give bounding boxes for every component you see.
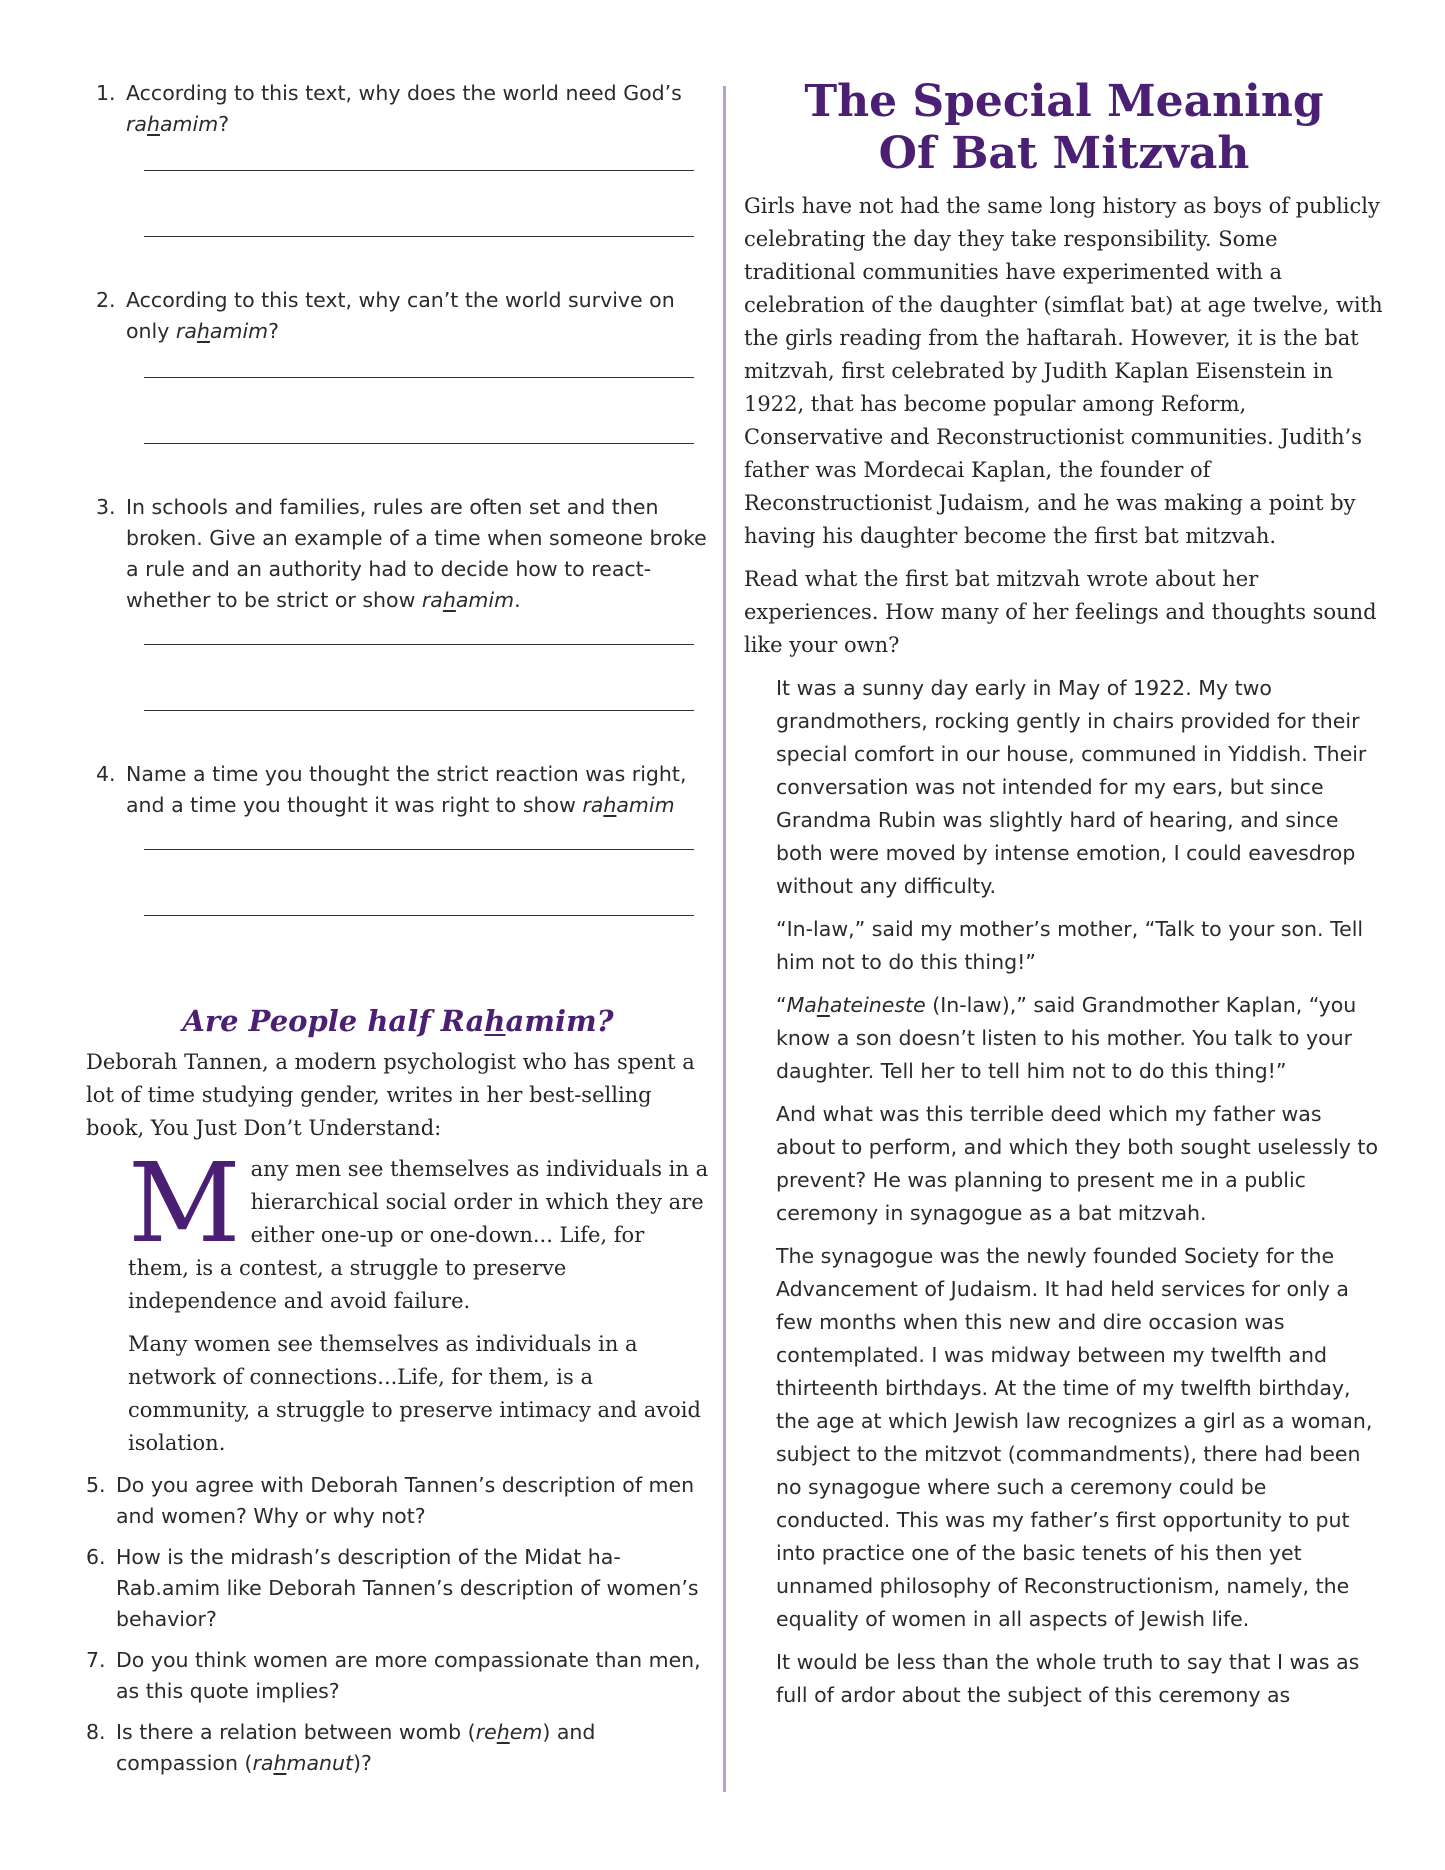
hebrew-term: rahamim	[175, 319, 269, 343]
answer-line[interactable]	[144, 377, 694, 378]
hebrew-term: Mahateineste	[786, 993, 926, 1017]
answer-line[interactable]	[144, 710, 694, 711]
question-number: 8.	[86, 1720, 106, 1744]
memoir-quote	[776, 672, 1384, 1712]
column-divider	[723, 86, 726, 1792]
memoir-paragraph-5: The synagogue was the newly founded Society for the Advancement of Judaism. It had held services for only a few months when this new and dire occasion was contemplated. I was midway between my twelfth and thirteenth birthdays. At the time of my twelfth birthday, the age at which Jewish law recognizes a girl as a woman, subject to the mitzvot (commandments), there had been no synagogue where such a ceremony could be conducted. This was my father’s first opportunity to put into practice one of the basic tenets of his then yet unnamed philosophy of Reconstructionism, namely, the equality of women in all aspects of Jewish life.	[776, 1244, 1373, 1631]
answer-line[interactable]	[144, 644, 694, 645]
question-1	[86, 78, 710, 140]
memoir-paragraph-3: “Mahateineste (In-law),” said Grandmother Kaplan, “you know a son doesn’t listen to his mother. You talk to your daughter. Tell her to tell him not to do this thing!”	[776, 993, 1357, 1083]
drop-cap: M	[128, 1139, 241, 1267]
hebrew-term: rahmanut	[252, 1751, 354, 1775]
question-5	[86, 1470, 710, 1532]
answer-line[interactable]	[144, 915, 694, 916]
section-title: Are People half Rahamim?	[182, 1004, 614, 1038]
hebrew-term: rahamim	[421, 588, 515, 612]
prompt-paragraph: Read what the first bat mitzvah wrote about her experiences. How many of her feelings and thoughts sound like your own?	[744, 567, 1377, 657]
question-8	[86, 1717, 710, 1779]
hebrew-term: rehem	[475, 1720, 543, 1744]
question-number: 6.	[86, 1545, 106, 1569]
question-text: Is there a relation between womb (rehem) and compassion (rahmanut)?	[116, 1720, 596, 1775]
intro-paragraph: Girls have not had the same long history as boys of publicly celebrating the day they take responsibility. Some traditional communities have experimented with a celebration of the daughter (simflat bat) at age twelve, with the girls reading from the haftarah. However, it is the bat mitzvah, first celebrated by Judith Kaplan Eisenstein in 1922, that has become popular among Reform, Conservative and Reconstructionist communities. Judith’s father was Mordecai Kaplan, the founder of Reconstructionist Judaism, and he was making a point by having his daughter become the first bat mitzvah.	[744, 194, 1383, 548]
memoir-paragraph-1: It was a sunny day early in May of 1922. My two grandmothers, rocking gently in chairs provided for their special comfort in our house, communed in Yiddish. Their conversation was not intended for my ears, but since Grandma Rubin was slightly hard of hearing, and since both were moved by intense emotion, I could eavesdrop without any difficulty.	[776, 676, 1367, 898]
question-number: 3.	[96, 495, 116, 519]
question-text: According to this text, why can’t the world survive on only rahamim?	[126, 288, 675, 343]
hebrew-term: rahamim	[582, 793, 675, 817]
right-column	[744, 76, 1384, 1712]
intro-paragraph: Deborah Tannen, a modern psychologist who has spent a lot of time studying gender, writes in her best-selling book, You Just Don’t Understand:	[86, 1050, 695, 1140]
quote-paragraph-2: Many women see themselves as individuals in a network of connections...Life, for them, is a community, a struggle to preserve intimacy and avoid isolation.	[128, 1332, 701, 1455]
memoir-paragraph-4: And what was this terrible deed which my father was about to perform, and which they both sought uselessly to prevent? He was planning to present me in a public ceremony in synagogue as a bat mitzvah.	[776, 1102, 1379, 1225]
question-text: According to this text, why does the world need God’s rahamim?	[126, 81, 682, 136]
answer-line[interactable]	[144, 170, 694, 171]
question-7	[86, 1645, 710, 1707]
question-number: 5.	[86, 1473, 106, 1497]
tannen-quote	[128, 1139, 710, 1460]
answer-line[interactable]	[144, 849, 694, 850]
main-title: The Special Meaning Of Bat Mitzvah	[804, 76, 1324, 179]
question-number: 1.	[96, 81, 116, 105]
question-3	[86, 492, 710, 616]
question-text: Do you agree with Deborah Tannen’s description of men and women? Why or why not?	[116, 1473, 695, 1528]
question-number: 7.	[86, 1648, 106, 1672]
question-6	[86, 1542, 710, 1635]
question-text: How is the midrash’s description of the Midat ha-Rab.amim like Deborah Tannen’s description of women’s behavior?	[116, 1545, 699, 1631]
answer-line[interactable]	[144, 443, 694, 444]
question-text: Name a time you thought the strict reaction was right, and a time you thought it was right to show rahamim	[126, 762, 687, 817]
question-text: In schools and families, rules are often set and then broken. Give an example of a time when someone broke a rule and an authority had to decide how to react-whether to be strict or show rahamim.	[126, 495, 707, 612]
hebrew-term: rahamim	[126, 112, 219, 136]
memoir-paragraph-2: “In-law,” said my mother’s mother, “Talk to your son. Tell him not to do this thing!”	[776, 917, 1364, 974]
question-number: 2.	[96, 288, 116, 312]
quote-paragraph-1: Many men see themselves as individuals in a hierarchical social order in which they are either one-up or one-down... Life, for them, is a contest, a struggle to preserve independence and avoid failure.	[128, 1139, 709, 1313]
question-number: 4.	[96, 762, 116, 786]
memoir-paragraph-6: It would be less than the whole truth to say that I was as full of ardor about the subject of this ceremony as	[776, 1650, 1360, 1707]
question-text: Do you think women are more compassionate than men, as this quote implies?	[116, 1648, 701, 1703]
question-2	[86, 285, 710, 347]
left-column	[86, 76, 710, 1779]
question-4	[86, 759, 710, 821]
answer-line[interactable]	[144, 236, 694, 237]
